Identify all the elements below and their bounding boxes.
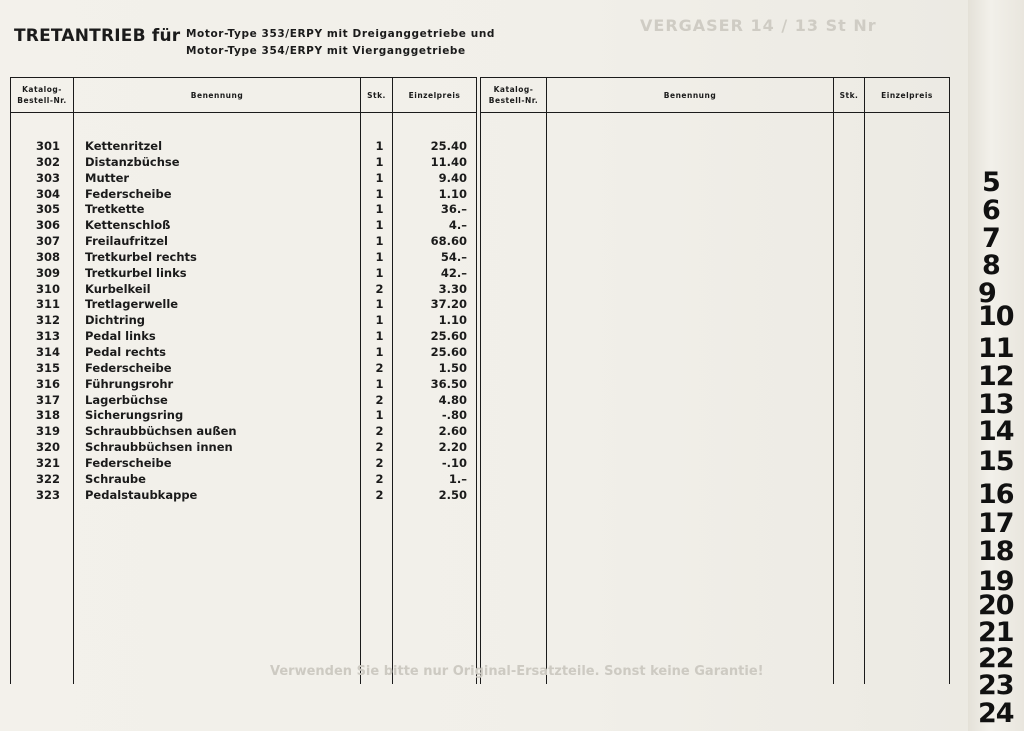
- part-name: Dichtring: [85, 313, 146, 328]
- quantity: 1: [375, 139, 384, 153]
- part-name: Sicherungsring: [85, 408, 184, 423]
- quantity: 1: [375, 234, 384, 249]
- unit-price: 68.60: [430, 234, 467, 249]
- qty-column: [361, 119, 393, 684]
- catalog-number: 302: [35, 154, 60, 169]
- part-name: Tretkurbel links: [85, 265, 187, 280]
- quantity: 1: [375, 344, 384, 359]
- unit-price: -.10: [441, 455, 467, 470]
- subtitle-line-2: Motor-Type 354/ERPY mit Vierganggetriebe: [186, 45, 466, 57]
- col-header-price: Einzelpreis: [393, 78, 477, 113]
- catalog-number: 311: [35, 297, 60, 312]
- unit-price: 2.20: [438, 440, 467, 455]
- price-column: [393, 119, 477, 684]
- catalog-number: 319: [35, 424, 60, 439]
- index-tab-24[interactable]: 24: [978, 698, 1014, 729]
- index-tab-13[interactable]: 13: [978, 389, 1014, 420]
- index-tab-12[interactable]: 12: [978, 361, 1014, 392]
- quantity: 1: [375, 170, 384, 185]
- unit-price: 37.20: [430, 297, 467, 312]
- unit-price: 1.10: [438, 313, 467, 328]
- index-tab-21[interactable]: 21: [978, 617, 1014, 648]
- index-tab-19[interactable]: 19: [978, 566, 1014, 597]
- unit-price: 11.40: [430, 154, 467, 169]
- bleed-through-footer: Verwenden Sie bitte nur Original-Ersatzteile. Sonst keine Garantie!: [270, 664, 764, 679]
- unit-price: 54.–: [440, 249, 467, 264]
- unit-price: 1.50: [438, 360, 467, 375]
- part-name: Pedal rechts: [85, 344, 166, 359]
- unit-price: 4.80: [438, 392, 467, 407]
- col-header-qty: Stk.: [834, 78, 865, 113]
- quantity: 1: [375, 297, 384, 312]
- col-header-name: Benennung: [74, 78, 361, 113]
- quantity: 2: [375, 455, 384, 470]
- part-name: Freilaufritzel: [85, 234, 168, 249]
- part-name: Mutter: [85, 170, 130, 185]
- unit-price: 3.30: [438, 281, 467, 296]
- index-tab-8[interactable]: 8: [982, 250, 1000, 281]
- index-tab-9[interactable]: 9: [978, 278, 996, 309]
- part-name: Pedal links: [85, 329, 156, 344]
- unit-price: 4.–: [448, 218, 467, 233]
- quantity: 1: [375, 376, 384, 391]
- quantity: 2: [375, 487, 384, 502]
- subtitle-line-1: Motor-Type 353/ERPY mit Dreiganggetriebe und: [186, 28, 496, 40]
- quantity: 2: [375, 424, 384, 439]
- part-name: Tretkette: [85, 202, 145, 217]
- catalog-number: 315: [35, 360, 60, 375]
- index-tab-14[interactable]: 14: [978, 416, 1014, 447]
- catalog-number: 303: [35, 170, 60, 185]
- part-name: Führungsrohr: [85, 376, 174, 391]
- quantity: 2: [375, 440, 384, 455]
- parts-table: [10, 77, 477, 684]
- unit-price: 1.10: [438, 186, 467, 201]
- catalog-number: 310: [35, 281, 60, 296]
- unit-price: 25.40: [430, 139, 467, 153]
- part-name: Kettenritzel: [85, 139, 163, 153]
- index-tab-17[interactable]: 17: [978, 508, 1014, 539]
- quantity: 2: [375, 360, 384, 375]
- col-header-catalog: Katalog- Bestell-Nr.: [11, 78, 74, 113]
- unit-price: 9.40: [438, 170, 467, 185]
- index-tab-16[interactable]: 16: [978, 479, 1014, 510]
- catalog-number: 308: [35, 249, 60, 264]
- quantity: 1: [375, 408, 384, 423]
- quantity: 1: [375, 265, 384, 280]
- catalog-number: 312: [35, 313, 60, 328]
- col-header-price: Einzelpreis: [865, 78, 950, 113]
- catalog-number: 307: [35, 234, 60, 249]
- catalog-number: 322: [35, 471, 60, 486]
- catalog-number: 305: [35, 202, 60, 217]
- unit-price: 25.60: [430, 329, 467, 344]
- quantity: 2: [375, 471, 384, 486]
- part-name: Kurbelkeil: [85, 281, 151, 296]
- index-tab-15[interactable]: 15: [978, 446, 1014, 477]
- unit-price: 36.–: [440, 202, 467, 217]
- index-tab-strip: [968, 0, 1024, 731]
- catalog-number: 320: [35, 440, 60, 455]
- catalog-number: 314: [35, 344, 60, 359]
- parts-table-empty: [480, 77, 950, 684]
- catalog-number: 304: [35, 186, 60, 201]
- index-tab-23[interactable]: 23: [978, 670, 1014, 701]
- part-name: Schraube: [85, 471, 146, 486]
- part-name: Tretkurbel rechts: [85, 249, 197, 264]
- part-name: Federscheibe: [85, 455, 172, 470]
- index-tab-18[interactable]: 18: [978, 536, 1014, 567]
- catalog-number: 323: [35, 487, 60, 502]
- part-name: Schraubbüchsen außen: [85, 424, 237, 439]
- catalog-number: 301: [35, 139, 60, 153]
- part-name: Tretlagerwelle: [85, 297, 179, 312]
- col-header-name: Benennung: [547, 78, 834, 113]
- catalog-number: 316: [35, 376, 60, 391]
- catalog-number: 306: [35, 218, 60, 233]
- quantity: 1: [375, 329, 384, 344]
- quantity: 1: [375, 154, 384, 169]
- bleed-through-text: VERGASER 14 / 13 St Nr: [640, 16, 877, 35]
- part-name: Schraubbüchsen innen: [85, 440, 233, 455]
- unit-price: 42.–: [440, 265, 467, 280]
- part-name: Federscheibe: [85, 186, 172, 201]
- unit-price: -.80: [441, 408, 467, 423]
- part-name: Distanzbüchse: [85, 154, 180, 169]
- index-tab-20[interactable]: 20: [978, 590, 1014, 621]
- part-name: Pedalstaubkappe: [85, 487, 198, 502]
- index-tab-10[interactable]: 10: [978, 301, 1014, 332]
- index-tab-7[interactable]: 7: [982, 223, 1000, 254]
- catalog-number: 313: [35, 329, 60, 344]
- catalog-number: 317: [35, 392, 60, 407]
- col-header-catalog: Katalog- Bestell-Nr.: [481, 78, 547, 113]
- catalog-number: 318: [35, 408, 60, 423]
- index-tab-11[interactable]: 11: [978, 333, 1014, 364]
- index-tab-5[interactable]: 5: [982, 167, 1000, 198]
- part-name: Federscheibe: [85, 360, 172, 375]
- index-tab-22[interactable]: 22: [978, 643, 1014, 674]
- unit-price: 2.60: [438, 424, 467, 439]
- catalog-number: 309: [35, 265, 60, 280]
- unit-price: 25.60: [430, 344, 467, 359]
- quantity: 1: [375, 186, 384, 201]
- quantity: 2: [375, 281, 384, 296]
- page-title: TRETANTRIEB für: [14, 26, 181, 46]
- index-tab-6[interactable]: 6: [982, 195, 1000, 226]
- catalog-number: 321: [35, 455, 60, 470]
- part-name: Kettenschloß: [85, 218, 171, 233]
- col-header-qty: Stk.: [361, 78, 393, 113]
- name-column: [74, 119, 361, 684]
- quantity: 2: [375, 392, 384, 407]
- unit-price: 36.50: [430, 376, 467, 391]
- unit-price: 2.50: [438, 487, 467, 502]
- quantity: 1: [375, 313, 384, 328]
- quantity: 1: [375, 218, 384, 233]
- quantity: 1: [375, 249, 384, 264]
- unit-price: 1.–: [448, 471, 467, 486]
- catalog-number-column: [11, 119, 74, 684]
- part-name: Lagerbüchse: [85, 392, 168, 407]
- quantity: 1: [375, 202, 384, 217]
